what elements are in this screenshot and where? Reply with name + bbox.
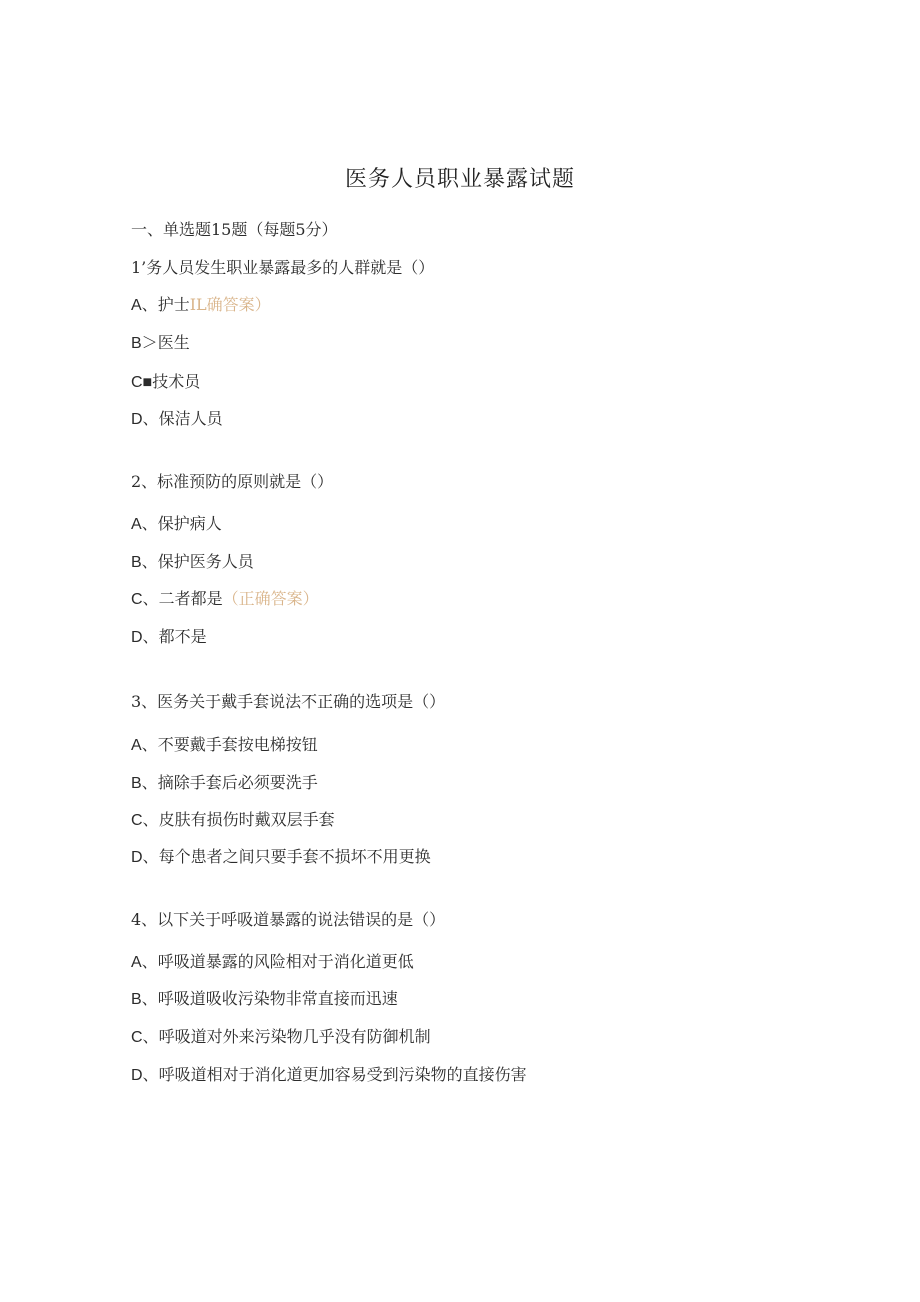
option-text: 呼吸道相对于消化道更加容易受到污染物的直接伤害 xyxy=(158,1065,527,1084)
question-4-option-a xyxy=(131,952,414,973)
option-label: D、 xyxy=(131,1067,159,1084)
question-2-option-a xyxy=(131,514,222,535)
option-text: 技术员 xyxy=(152,372,201,391)
option-label: B、 xyxy=(131,775,158,792)
option-label: A、 xyxy=(131,516,158,533)
option-label: B＞ xyxy=(131,335,158,352)
option-text: 护士 xyxy=(157,295,190,314)
option-text: 保护医务人员 xyxy=(157,552,254,571)
page-title: 医务人员职业暴露试题 xyxy=(344,167,575,192)
option-label: C、 xyxy=(131,591,159,608)
option-label: B、 xyxy=(131,554,158,571)
question-4-option-b xyxy=(131,989,398,1010)
question-2-prompt: 2、标准预防的原则就是（） xyxy=(131,472,334,491)
option-text: 摘除手套后必须要洗手 xyxy=(157,773,318,792)
option-label: D、 xyxy=(131,411,159,428)
question-4-option-d xyxy=(131,1065,527,1086)
question-4-prompt: 4、以下关于呼吸道暴露的说法错误的是（） xyxy=(131,910,446,929)
option-text: 皮肤有损伤时戴双层手套 xyxy=(158,810,335,829)
option-text: 都不是 xyxy=(158,627,207,646)
correct-answer-mark: IL确答案） xyxy=(189,295,271,314)
option-label: B、 xyxy=(131,991,158,1008)
option-label: C■ xyxy=(131,374,153,391)
option-text: 呼吸道暴露的风险相对于消化道更低 xyxy=(157,952,414,971)
option-label: A、 xyxy=(131,737,158,754)
option-text: 医生 xyxy=(157,333,190,352)
option-label: D、 xyxy=(131,849,159,866)
option-label: C、 xyxy=(131,1029,159,1046)
question-3-prompt: 3、医务关于戴手套说法不正确的选项是（） xyxy=(131,692,446,711)
option-label: D、 xyxy=(131,629,159,646)
option-label: C、 xyxy=(131,812,159,829)
option-text: 保护病人 xyxy=(157,514,222,533)
option-text: 二者都是 xyxy=(158,589,223,608)
correct-answer-mark: （正确答案） xyxy=(222,589,319,608)
question-1-option-b xyxy=(131,333,190,354)
question-2-option-d xyxy=(131,627,207,648)
option-label: A、 xyxy=(131,297,158,314)
option-text: 呼吸道对外来污染物几乎没有防御机制 xyxy=(158,1027,431,1046)
option-text: 保洁人员 xyxy=(158,409,223,428)
question-3-option-c xyxy=(131,810,335,831)
option-text: 呼吸道吸收污染物非常直接而迅速 xyxy=(157,989,398,1008)
question-3-option-b xyxy=(131,773,318,794)
question-4-option-c xyxy=(131,1027,431,1048)
question-1-prompt: 1’务人员发生职业暴露最多的人群就是（） xyxy=(131,258,435,277)
option-text: 每个患者之间只要手套不损坏不用更换 xyxy=(158,847,431,866)
question-3-option-d xyxy=(131,847,431,868)
question-2-option-b xyxy=(131,552,254,573)
question-1-option-c xyxy=(131,372,200,393)
option-text: 不要戴手套按电梯按钮 xyxy=(157,735,318,754)
question-1-option-d xyxy=(131,409,223,430)
option-label: A、 xyxy=(131,954,158,971)
question-1-option-a xyxy=(131,295,271,316)
section-heading: 一、单选题15题（每题5分） xyxy=(131,220,338,239)
question-3-option-a xyxy=(131,735,318,756)
question-2-option-c xyxy=(131,589,319,610)
